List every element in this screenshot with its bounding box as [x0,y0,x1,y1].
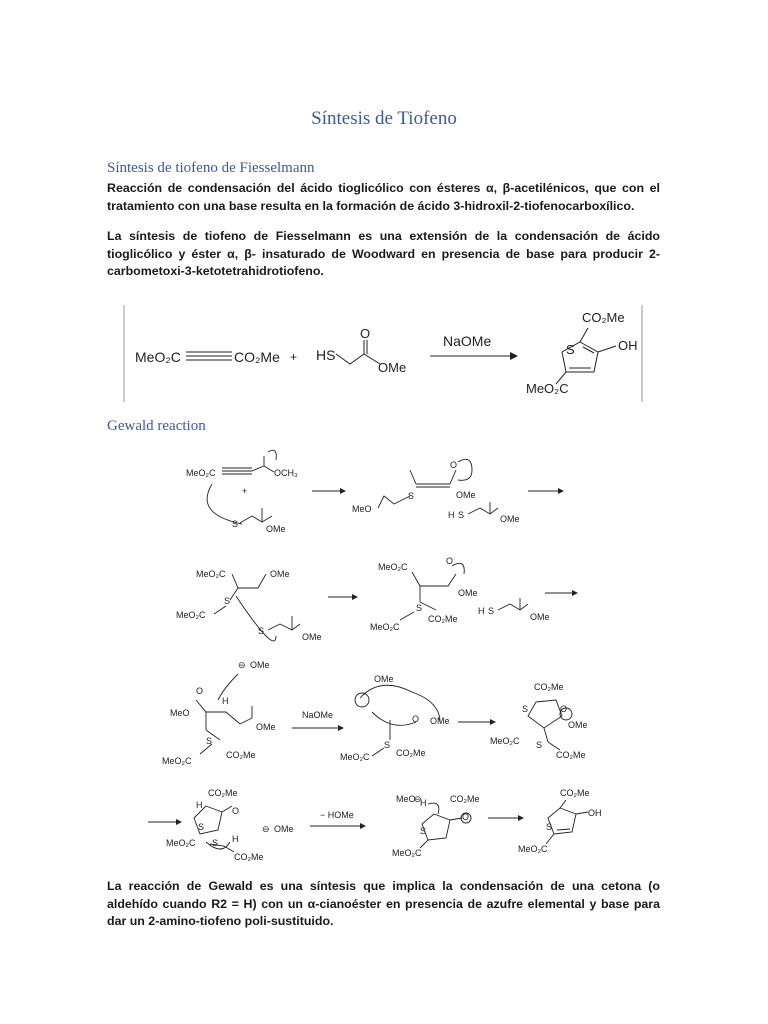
r1-och3: OCH₃ [274,468,298,478]
r4-o: O [232,806,240,816]
mechanism-row-2 [176,556,578,642]
r3-meo2c: MeO₂C [162,756,192,766]
reagent1-left-label: MeO₂C [135,349,181,365]
r4b-meo2c: MeO₂C [392,848,422,858]
r3b-s: S [384,740,391,750]
r2-ome-2: OMe [302,632,322,642]
r3c-co2me: CO₂Me [534,682,564,692]
product-co2me-label: CO₂Me [582,310,625,325]
r2b-meo2c-2: MeO₂C [370,622,400,632]
r3-s: S [206,736,213,746]
paragraph-fiesselmann-2: La síntesis de tiofeno de Fiesselmann es una extensión de la condensación de ácido tioglicólico y éster α, β- insaturado de Woodward en presencia de base para producir 2-carbometoxi-3-ketotetrahidrotiofeno. [107,229,660,278]
r2-meo2c-2: MeO₂C [176,610,206,620]
r3-ome: OMe [256,722,276,732]
product-s-label: S [566,342,575,357]
r2-meo2c: MeO₂C [196,569,226,579]
r4-co2me-2: CO₂Me [234,852,264,862]
r4-ome-anion: OMe [274,824,294,834]
r4c-meo2c: MeO₂C [518,844,548,854]
r2b-h: H [478,606,485,616]
r2b-s2: S [488,606,495,616]
r1-s-anion: S [232,519,239,529]
r3-co2me: CO₂Me [226,750,256,760]
r1-meo2c: MeO₂C [186,468,216,478]
r4-meo2c: MeO₂C [166,838,196,848]
r2-s: S [224,596,231,606]
r2b-ome: OMe [458,588,478,598]
r1b-s: S [408,491,415,501]
r1b-ome2: OMe [500,514,520,524]
r4-minus: ⊖ [262,824,270,834]
r4-h2: H [232,834,239,844]
r4-s: S [198,822,205,832]
section-heading-gewald: Gewald reaction [107,418,206,434]
r4-minus-homme: − HOMe [320,810,354,820]
reagent1-right-label: CO₂Me [234,349,280,365]
r3c-s: S [522,704,529,714]
r1b-ome: OMe [456,490,476,500]
section-heading-fiesselmann: Síntesis de tiofeno de Fiesselmann [107,160,315,176]
r1b-h: H [448,510,455,520]
plus-sign: + [290,350,298,364]
r2b-s: S [416,603,423,613]
r4-h: H [196,800,203,810]
r4b-meo: MeO [396,794,416,804]
reagent2-hs-label: HS [316,347,336,363]
r3b-o: O [412,714,420,724]
r2b-co2me: CO₂Me [428,614,458,624]
r2-s-anion: S [258,626,265,636]
r4-co2me: CO₂Me [208,788,238,798]
r3c-s2: S [536,740,543,750]
r4c-co2me: CO₂Me [560,788,590,798]
mechanism-row-3 [162,660,588,766]
r3-ome-anion: OMe [250,660,270,670]
r1b-o: O [450,460,458,470]
r2b-o: O [446,556,454,566]
r4b-s: S [420,826,427,836]
r2b-meo2c: MeO₂C [378,562,408,572]
r1-plus: + [242,486,248,496]
product-meo2c-label: MeO₂C [526,381,569,396]
r4c-oh: OH [588,808,602,818]
condition-naome: NaOMe [443,333,492,349]
mechanism-row-4 [148,788,602,862]
r4c-s: S [546,822,553,832]
paragraph-gewald: La reacción de Gewald es una síntesis que implica la condensación de una cetona (o aldehído cuando R2 = H) con un α-cianoéster en presencia de azufre elemental y base para dar un 2-amino-tiofeno poli-sustituido. [107,879,660,928]
r3c-o: O [560,704,568,714]
r4-s2: S [212,838,219,848]
r3c-co2me-2: CO₂Me [556,750,586,760]
reagent2-o-label: O [360,326,371,341]
r3-meo: MeO [170,708,190,718]
r4b-co2me: CO₂Me [450,794,480,804]
r1-ome: OMe [266,524,286,534]
reagent2-ome-label: OMe [378,360,407,375]
r4b-h: H [420,798,427,808]
r3-naome: NaOMe [302,710,334,720]
r1b-s2: S [458,510,465,520]
r3b-ome: OMe [374,674,394,684]
r1b-meo: MeO [352,504,372,514]
r3c-ome: OMe [568,720,588,730]
mechanism-row-1 [186,450,564,534]
product-oh-label: OH [618,338,638,353]
r4b-o: O [462,812,470,822]
r3c-meo2c: MeO₂C [490,736,520,746]
page-title: Síntesis de Tiofeno [311,108,457,129]
r3b-co2me: CO₂Me [396,748,426,758]
r2-ome: OMe [270,569,290,579]
r3b-meo2c: MeO₂C [340,752,370,762]
paragraph-fiesselmann-1: Reacción de condensación del ácido tioglicólico con ésteres α, β-acetilénicos, que con el tratamiento con una base resulta en la formación de ácido 3-hidroxil-2-tiofenocarboxílico. [107,181,660,213]
r4b-minus: ⊖ [414,794,422,804]
r3-h: H [222,696,229,706]
r2b-ome-2: OMe [530,612,550,622]
r3-o: O [196,686,204,696]
r3-minus: ⊖ [238,660,246,670]
r3b-ome-2: OMe [430,716,450,726]
